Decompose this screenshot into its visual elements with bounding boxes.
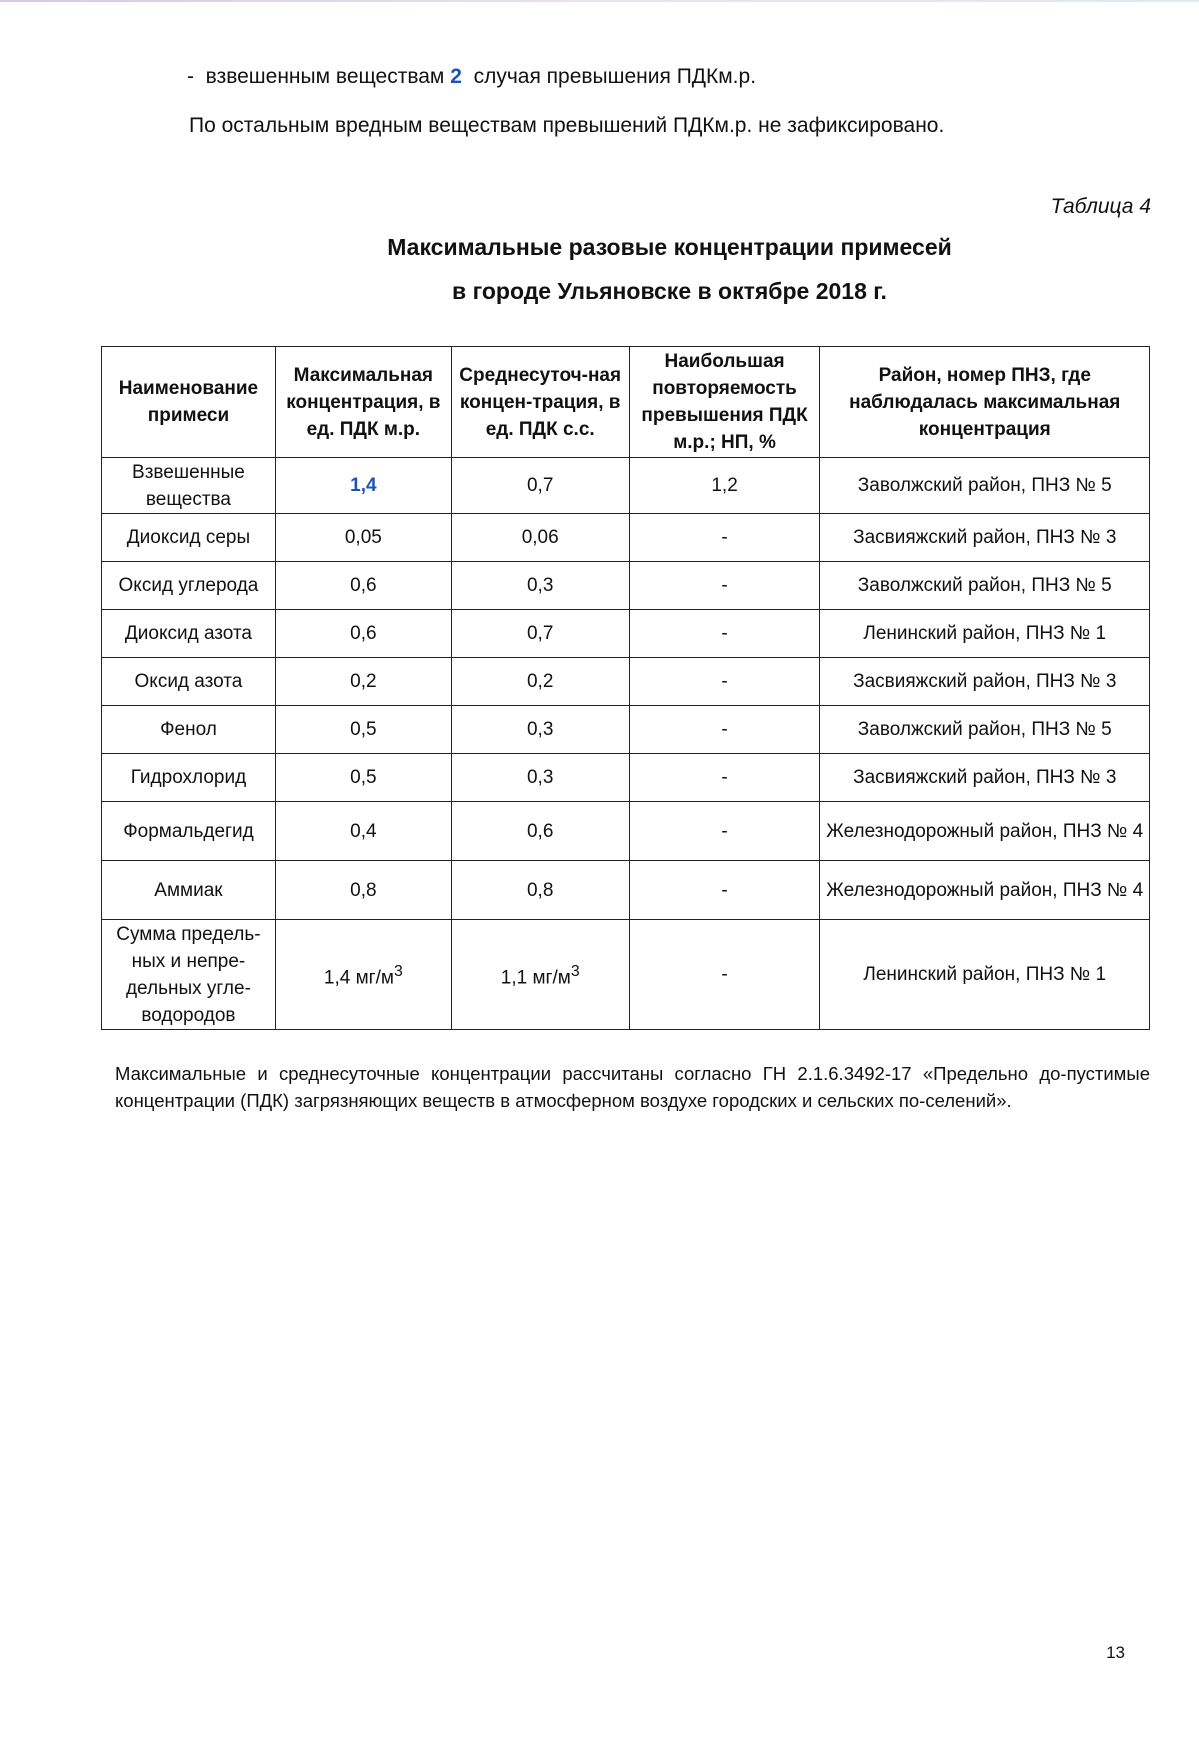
cell-district: Засвияжский район, ПНЗ № 3 <box>820 754 1150 802</box>
avg-value: 1,1 мг/м <box>500 967 571 989</box>
intro-line-1-suffix: случая превышения ПДКм.р. <box>461 65 757 88</box>
table-row <box>102 754 1150 802</box>
table-title-line-1: Максимальные разовые концентрации примесей <box>387 234 952 260</box>
cell-avg: 0,8 <box>451 861 629 920</box>
concentrations-table <box>101 346 1150 1030</box>
cell-max: 0,2 <box>275 658 451 706</box>
cell-repeat: 1,2 <box>629 458 820 514</box>
cell-substance: Формальдегид <box>102 802 276 861</box>
cell-avg: 0,7 <box>451 610 629 658</box>
table-row <box>102 706 1150 754</box>
cell-repeat: - <box>629 706 820 754</box>
cell-district: Заволжский район, ПНЗ № 5 <box>820 562 1150 610</box>
cell-max: 0,6 <box>275 610 451 658</box>
cell-substance: Диоксид серы <box>102 514 276 562</box>
cell-district: Железнодорожный район, ПНЗ № 4 <box>820 861 1150 920</box>
intro-line-1 <box>187 64 756 90</box>
table-header-row <box>102 347 1150 458</box>
cell-substance: Оксид углерода <box>102 562 276 610</box>
cell-max: 0,05 <box>275 514 451 562</box>
table-row <box>102 658 1150 706</box>
intro-line-1-prefix: - взвешенным веществам <box>187 65 451 88</box>
cell-repeat: - <box>629 802 820 861</box>
page-number: 13 <box>1106 1643 1125 1662</box>
cell-max: 1,4 <box>275 458 451 514</box>
header-avg-concentration: Среднесуточ-ная концен-трация, в ед. ПДК с.с. <box>451 347 629 458</box>
cell-district: Засвияжский район, ПНЗ № 3 <box>820 514 1150 562</box>
table-row <box>102 458 1150 514</box>
cell-avg: 0,7 <box>451 458 629 514</box>
table-label: Таблица 4 <box>1050 195 1151 218</box>
cell-repeat: - <box>629 861 820 920</box>
header-name: Наименование примеси <box>102 347 276 458</box>
cell-avg: 0,6 <box>451 802 629 861</box>
footnote: Максимальные и среднесуточные концентрации рассчитаны согласно ГН 2.1.6.3492-17 «Предельно до-пустимые концентрации (ПДК) загрязняющих веществ в атмосферном воздухе городских и сельских по-селений». <box>115 1063 1150 1111</box>
cell-repeat: - <box>629 754 820 802</box>
scan-top-edge <box>0 0 1199 2</box>
cell-max: 0,5 <box>275 706 451 754</box>
cell-max: 0,8 <box>275 861 451 920</box>
cell-max <box>275 920 451 1030</box>
cell-max: 0,4 <box>275 802 451 861</box>
cell-repeat: - <box>629 562 820 610</box>
max-value: 1,4 мг/м <box>323 967 394 989</box>
cell-substance: Диоксид азота <box>102 610 276 658</box>
cell-substance: Фенол <box>102 706 276 754</box>
cell-district: Ленинский район, ПНЗ № 1 <box>820 610 1150 658</box>
table-row-sum <box>102 920 1150 1030</box>
cell-repeat: - <box>629 610 820 658</box>
cell-avg: 0,3 <box>451 562 629 610</box>
cell-substance: Гидрохлорид <box>102 754 276 802</box>
header-repeatability: Наибольшая повторяемость превышения ПДК м.р.; НП, % <box>629 347 820 458</box>
cell-substance: Оксид азота <box>102 658 276 706</box>
unit-exponent: 3 <box>570 962 580 980</box>
cell-avg: 0,3 <box>451 706 629 754</box>
table-row <box>102 562 1150 610</box>
cell-district: Заволжский район, ПНЗ № 5 <box>820 706 1150 754</box>
header-district: Район, номер ПНЗ, где наблюдалась максимальная концентрация <box>820 347 1150 458</box>
cell-avg: 0,3 <box>451 754 629 802</box>
cell-substance: Сумма предель-ных и непре-дельных угле-водородов <box>102 920 276 1030</box>
cell-repeat: - <box>629 920 820 1030</box>
table-title-line-2: в городе Ульяновске в октябре 2018 г. <box>452 278 887 304</box>
cell-district: Заволжский район, ПНЗ № 5 <box>820 458 1150 514</box>
cell-substance: Аммиак <box>102 861 276 920</box>
table-row <box>102 861 1150 920</box>
table-row <box>102 610 1150 658</box>
table-row <box>102 802 1150 861</box>
cell-max: 0,6 <box>275 562 451 610</box>
cell-avg: 0,2 <box>451 658 629 706</box>
cell-substance: Взвешенные вещества <box>102 458 276 514</box>
header-max-concentration: Максимальная концентрация, в ед. ПДК м.р. <box>275 347 451 458</box>
cell-district: Ленинский район, ПНЗ № 1 <box>820 920 1150 1030</box>
cell-avg: 0,06 <box>451 514 629 562</box>
unit-exponent: 3 <box>393 962 403 980</box>
cell-district: Железнодорожный район, ПНЗ № 4 <box>820 802 1150 861</box>
table-row <box>102 514 1150 562</box>
intro-line-2: По остальным вредным веществам превышений ПДКм.р. не зафиксировано. <box>189 114 945 137</box>
cell-district: Засвияжский район, ПНЗ № 3 <box>820 658 1150 706</box>
cell-repeat: - <box>629 514 820 562</box>
cell-max: 0,5 <box>275 754 451 802</box>
exceedance-count: 2 <box>450 65 462 88</box>
cell-repeat: - <box>629 658 820 706</box>
cell-avg <box>451 920 629 1030</box>
